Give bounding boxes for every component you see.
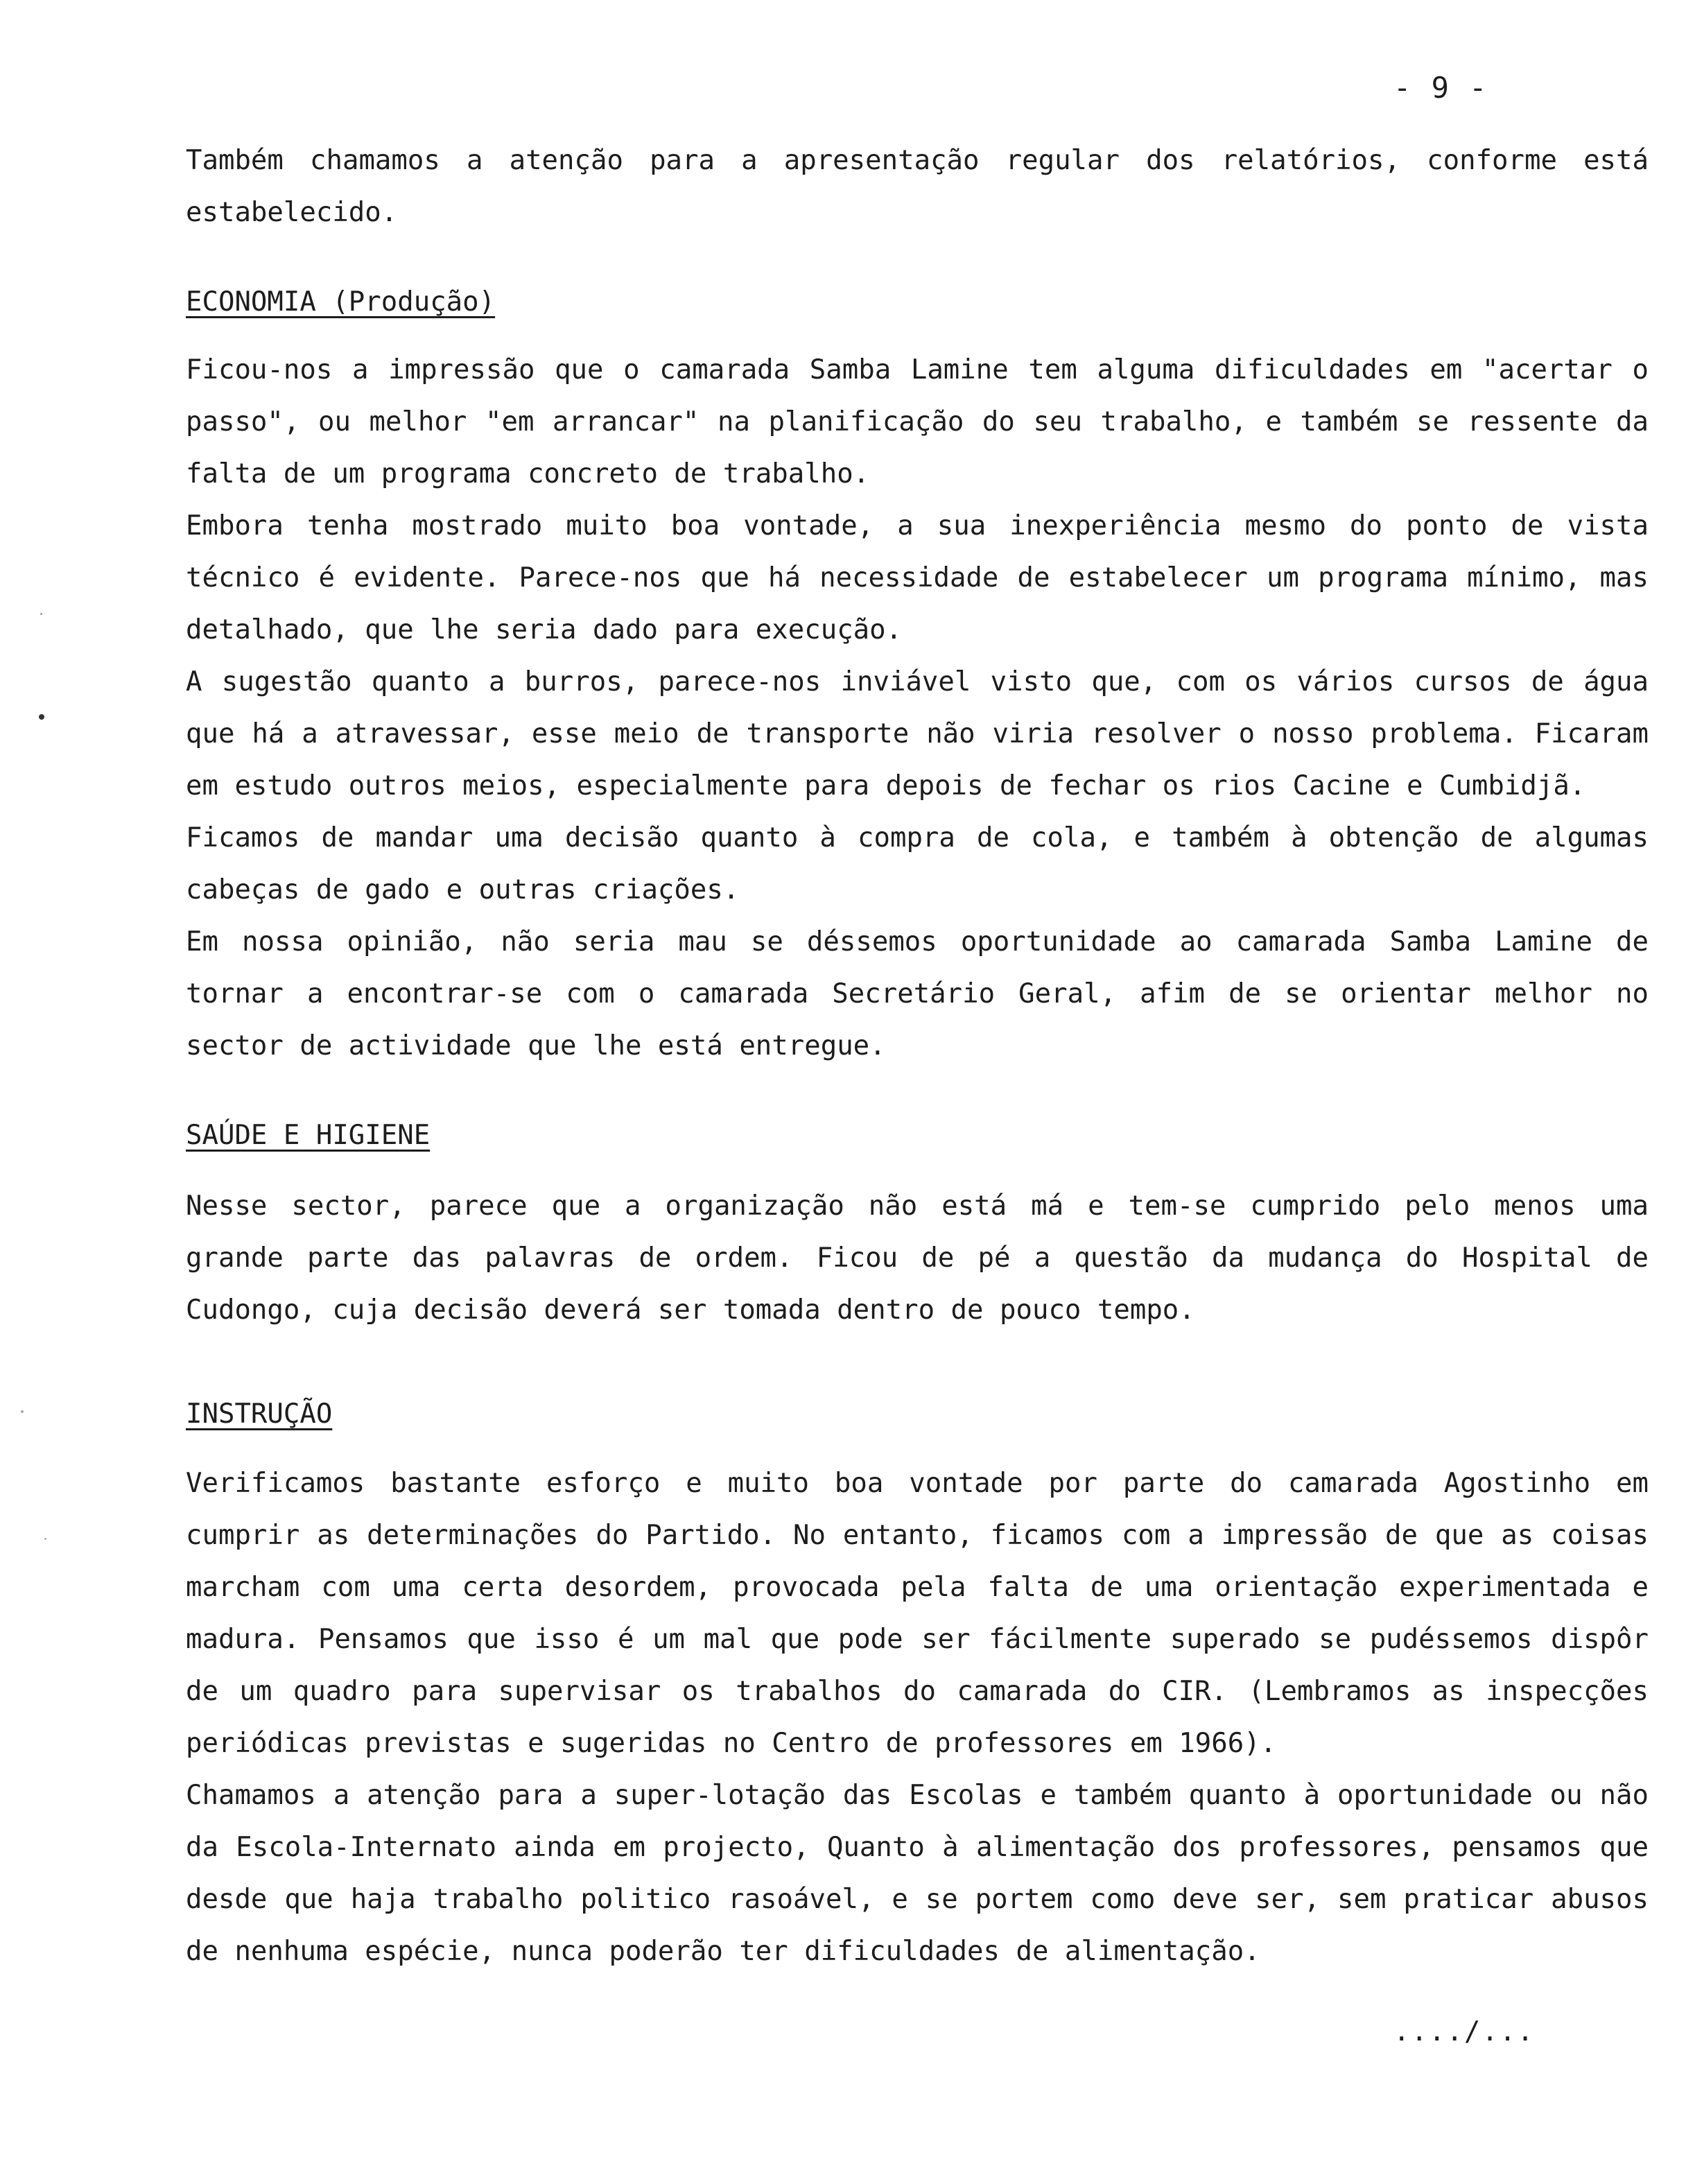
economia-paragraph-2: Embora tenha mostrado muito boa vontade, a sua inexperiência mesmo do ponto de vista técnico é evidente. Parece-nos que há necessidade de estabelecer um programa mínimo, mas detalhado, que lhe seria dado para execução. — [186, 510, 1649, 645]
section-heading-instrucao: INSTRUÇÃO — [186, 1398, 333, 1430]
economia-paragraph-1: Ficou-nos a impressão que o camarada Samba Lamine tem alguma dificuldades em "acertar o passo", ou melhor "em arrancar" na planificação do seu trabalho, e também se ressente da falta de um programa concreto de trabalho. — [186, 354, 1649, 489]
continuation-mark: ..../... — [1393, 2016, 1535, 2047]
saude-paragraph-1: Nesse sector, parece que a organização não está má e tem-se cumprido pelo menos uma grande parte das palavras de ordem. Ficou de pé a questão da mudança do Hospital de Cudongo, cuja decisão deverá ser tomada dentro de pouco tempo. — [186, 1190, 1649, 1326]
instrucao-paragraph-2: Chamamos a atenção para a super-lotação das Escolas e também quanto à oportunidade ou não da Escola-Internato ainda em projecto, Quanto à alimentação dos professores, pensamos que desde que haja trabalho politico rasoável, e se portem como deve ser, sem praticar abusos de nenhuma espécie, nunca poderão ter dificuldades de alimentação. — [186, 1780, 1649, 1967]
scan-speck — [21, 1410, 24, 1413]
instrucao-paragraph-1: Verificamos bastante esforço e muito boa vontade por parte do camarada Agostinho em cumprir as determinações do Partido. No entanto, ficamos com a impressão de que as coisas marcham com uma certa desordem, provocada pela falta de uma orientação experimentada e madura. Pensamos que isso é um mal que pode ser fácilmente superado se pudéssemos dispôr de um quadro para supervisar os trabalhos do camarada do CIR. (Lembramos as inspecções periódicas previstas e sugeridas no Centro de professores em 1966). — [186, 1468, 1649, 1759]
economia-paragraph-4: Ficamos de mandar uma decisão quanto à compra de cola, e também à obtenção de algumas cabeças de gado e outras criações. — [186, 822, 1649, 905]
scan-speck — [40, 613, 42, 615]
scan-speck — [44, 1538, 46, 1540]
section-heading-economia: ECONOMIA (Produção) — [186, 286, 496, 318]
page-number: - 9 - — [1393, 71, 1488, 105]
section-heading-saude: SAÚDE E HIGIENE — [186, 1120, 431, 1151]
intro-section — [186, 135, 1649, 239]
instrucao-section — [186, 1457, 1649, 1977]
economia-heading-block — [186, 276, 1649, 328]
saude-heading-block — [186, 1109, 1649, 1161]
economia-paragraph-3: A sugestão quanto a burros, parece-nos inviável visto que, com os vários cursos de água que há a atravessar, esse meio de transporte não viria resolver o nosso problema. Ficaram em estudo outros meios, especialmente para depois de fechar os rios Cacine e Cumbidjã. — [186, 666, 1649, 801]
saude-section — [186, 1180, 1649, 1336]
scan-speck — [39, 714, 44, 720]
economia-section — [186, 344, 1649, 1072]
economia-paragraph-5: Em nossa opinião, não seria mau se déssemos oportunidade ao camarada Samba Lamine de tornar a encontrar-se com o camarada Secretário Geral, afim de se orientar melhor no sector de actividade que lhe está entregue. — [186, 926, 1649, 1061]
instrucao-heading-block — [186, 1388, 1649, 1440]
intro-paragraph: Também chamamos a atenção para a apresentação regular dos relatórios, conforme está estabelecido. — [186, 145, 1649, 228]
